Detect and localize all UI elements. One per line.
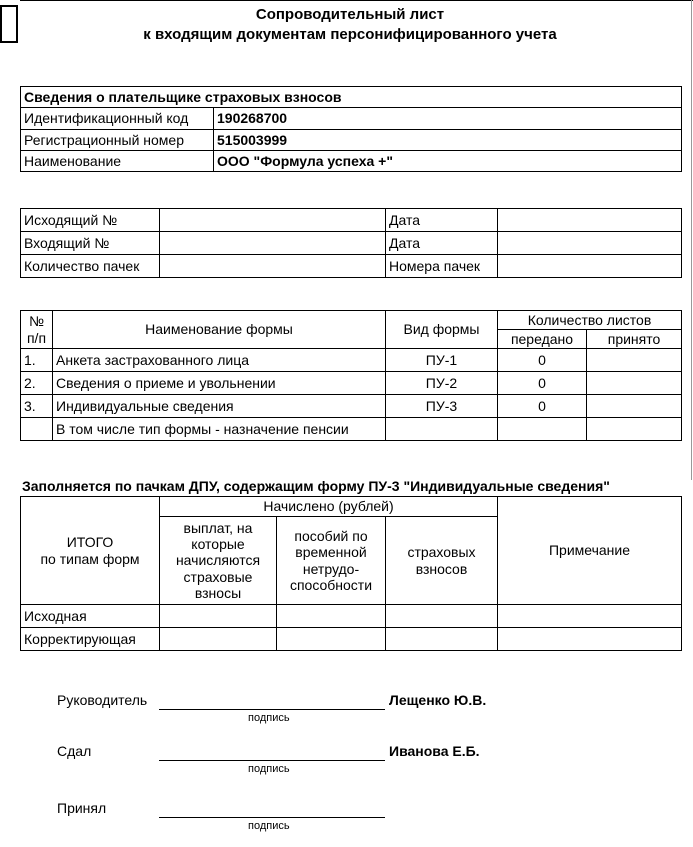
incoming-date-value (498, 232, 682, 255)
payer-reg-number-label: Регистрационный номер (21, 130, 214, 151)
payer-reg-number-value: 515003999 (214, 130, 682, 151)
forms-table (20, 310, 682, 441)
forms-col-accepted: принято (587, 330, 682, 349)
signature-line-sent (159, 760, 385, 761)
form-name: Индивидуальные сведения (53, 395, 386, 418)
signature-label-received: Принял (57, 800, 107, 816)
payer-name-value: ООО "Формула успеха +" (214, 151, 682, 172)
form-accepted (587, 349, 682, 372)
table-row (21, 372, 682, 395)
outgoing-date-label: Дата (386, 209, 498, 232)
dpu-col-note: Примечание (498, 497, 682, 605)
pack-numbers-label: Номера пачек (386, 255, 498, 278)
incoming-number-value (160, 232, 386, 255)
form-name: Анкета застрахованного лица (53, 349, 386, 372)
outgoing-number-label: Исходящий № (21, 209, 160, 232)
dpu-table (20, 496, 682, 651)
form-num (21, 418, 53, 441)
references-table (20, 208, 682, 278)
signature-line-received (159, 817, 385, 818)
table-row (21, 605, 682, 628)
signature-name-sent: Иванова Е.Б. (389, 743, 480, 759)
form-name: Сведения о приеме и увольнении (53, 372, 386, 395)
table-row (21, 418, 682, 441)
dpu-row-label: Исходная (21, 605, 160, 628)
payer-id-code-value: 190268700 (214, 108, 682, 130)
dpu-heading: Заполняется по пачкам ДПУ, содержащим форму ПУ-3 "Индивидуальные сведения" (22, 478, 610, 494)
payer-section-title: Сведения о плательщике страховых взносов (21, 87, 682, 108)
signature-caption: подпись (248, 712, 290, 724)
dpu-row-label: Корректирующая (21, 628, 160, 651)
payer-name-label: Наименование (21, 151, 214, 172)
table-row (21, 349, 682, 372)
dpu-col-total: ИТОГО по типам форм (21, 497, 160, 605)
dpu-col-benefits: пособий по временной нетрудо-способности (277, 517, 386, 605)
forms-col-num: № п/п (21, 311, 53, 349)
page-title-line1: Сопроводительный лист (255, 6, 445, 23)
outgoing-date-value (498, 209, 682, 232)
form-accepted (587, 372, 682, 395)
form-sent: 0 (498, 349, 587, 372)
form-type: ПУ-1 (386, 349, 498, 372)
signature-line-head (159, 709, 385, 710)
form-type: ПУ-3 (386, 395, 498, 418)
form-accepted (587, 418, 682, 441)
outgoing-number-value (160, 209, 386, 232)
dpu-col-accrued: Начислено (рублей) (160, 497, 498, 517)
incoming-number-label: Входящий № (21, 232, 160, 255)
form-accepted (587, 395, 682, 418)
signature-name-head: Лещенко Ю.В. (389, 692, 487, 708)
packs-count-label: Количество пачек (21, 255, 160, 278)
forms-col-sent: передано (498, 330, 587, 349)
forms-col-sheets: Количество листов (498, 311, 682, 330)
form-num: 2. (21, 372, 53, 395)
top-border-line (20, 0, 693, 1)
form-sent: 0 (498, 395, 587, 418)
page-title-line2: к входящим документам персонифицированного учета (143, 26, 557, 43)
form-sent: 0 (498, 372, 587, 395)
packs-count-value (160, 255, 386, 278)
right-border-line (691, 0, 692, 480)
dpu-col-contrib: страховых взносов (386, 517, 498, 605)
form-num: 1. (21, 349, 53, 372)
form-sent (498, 418, 587, 441)
payer-info-table (20, 86, 682, 172)
signature-caption: подпись (248, 820, 290, 832)
form-name: В том числе тип формы - назначение пенсии (53, 418, 386, 441)
signature-caption: подпись (248, 763, 290, 775)
table-row (21, 395, 682, 418)
forms-col-type: Вид формы (386, 311, 498, 349)
form-type: ПУ-2 (386, 372, 498, 395)
form-type (386, 418, 498, 441)
table-row (21, 628, 682, 651)
signature-label-sent: Сдал (57, 743, 92, 759)
payer-id-code-label: Идентификационный код (21, 108, 214, 130)
forms-col-name: Наименование формы (53, 311, 386, 349)
incoming-date-label: Дата (386, 232, 498, 255)
signature-label-head: Руководитель (57, 692, 148, 708)
dpu-col-payments: выплат, на которые начисляются страховые взносы (160, 517, 277, 605)
corner-frame (0, 5, 18, 43)
pack-numbers-value (498, 255, 682, 278)
form-num: 3. (21, 395, 53, 418)
